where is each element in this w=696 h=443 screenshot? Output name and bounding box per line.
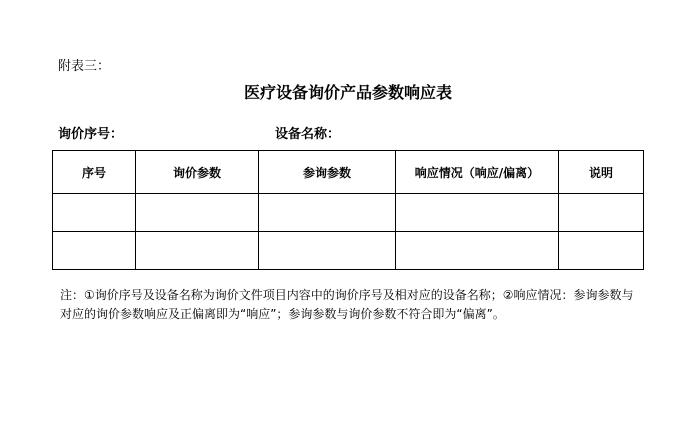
table-header-row — [53, 151, 644, 194]
header-bid-params: 参询参数 — [259, 151, 396, 194]
header-remarks: 说明 — [559, 151, 644, 194]
header-response-status: 响应情况（响应/偏离） — [396, 151, 559, 194]
table-cell — [396, 194, 559, 232]
header-serial-no: 序号 — [53, 151, 136, 194]
table-cell — [259, 232, 396, 270]
inquiry-number-label: 询价序号： — [58, 127, 124, 142]
device-name-label: 设备名称： — [275, 127, 341, 142]
table-row — [53, 232, 644, 270]
table-cell — [136, 194, 259, 232]
page-title: 医疗设备询价产品参数响应表 — [243, 83, 452, 102]
table-cell — [53, 194, 136, 232]
table-cell — [136, 232, 259, 270]
parameter-response-table — [52, 150, 644, 270]
table-cell — [396, 232, 559, 270]
table-cell — [259, 194, 396, 232]
header-inquiry-params: 询价参数 — [136, 151, 259, 194]
attachment-label: 附表三： — [58, 59, 111, 74]
table-cell — [559, 194, 644, 232]
table-row — [53, 194, 644, 232]
table-cell — [53, 232, 136, 270]
table-cell — [559, 232, 644, 270]
footnote: 注：①询价序号及设备名称为询价文件项目内容中的询价序号及相对应的设备名称；②响应情况：参询参数与对应的询价参数响应及正偏离即为“响应”；参询参数与询价参数不符合即为“偏离”。 — [60, 288, 634, 321]
